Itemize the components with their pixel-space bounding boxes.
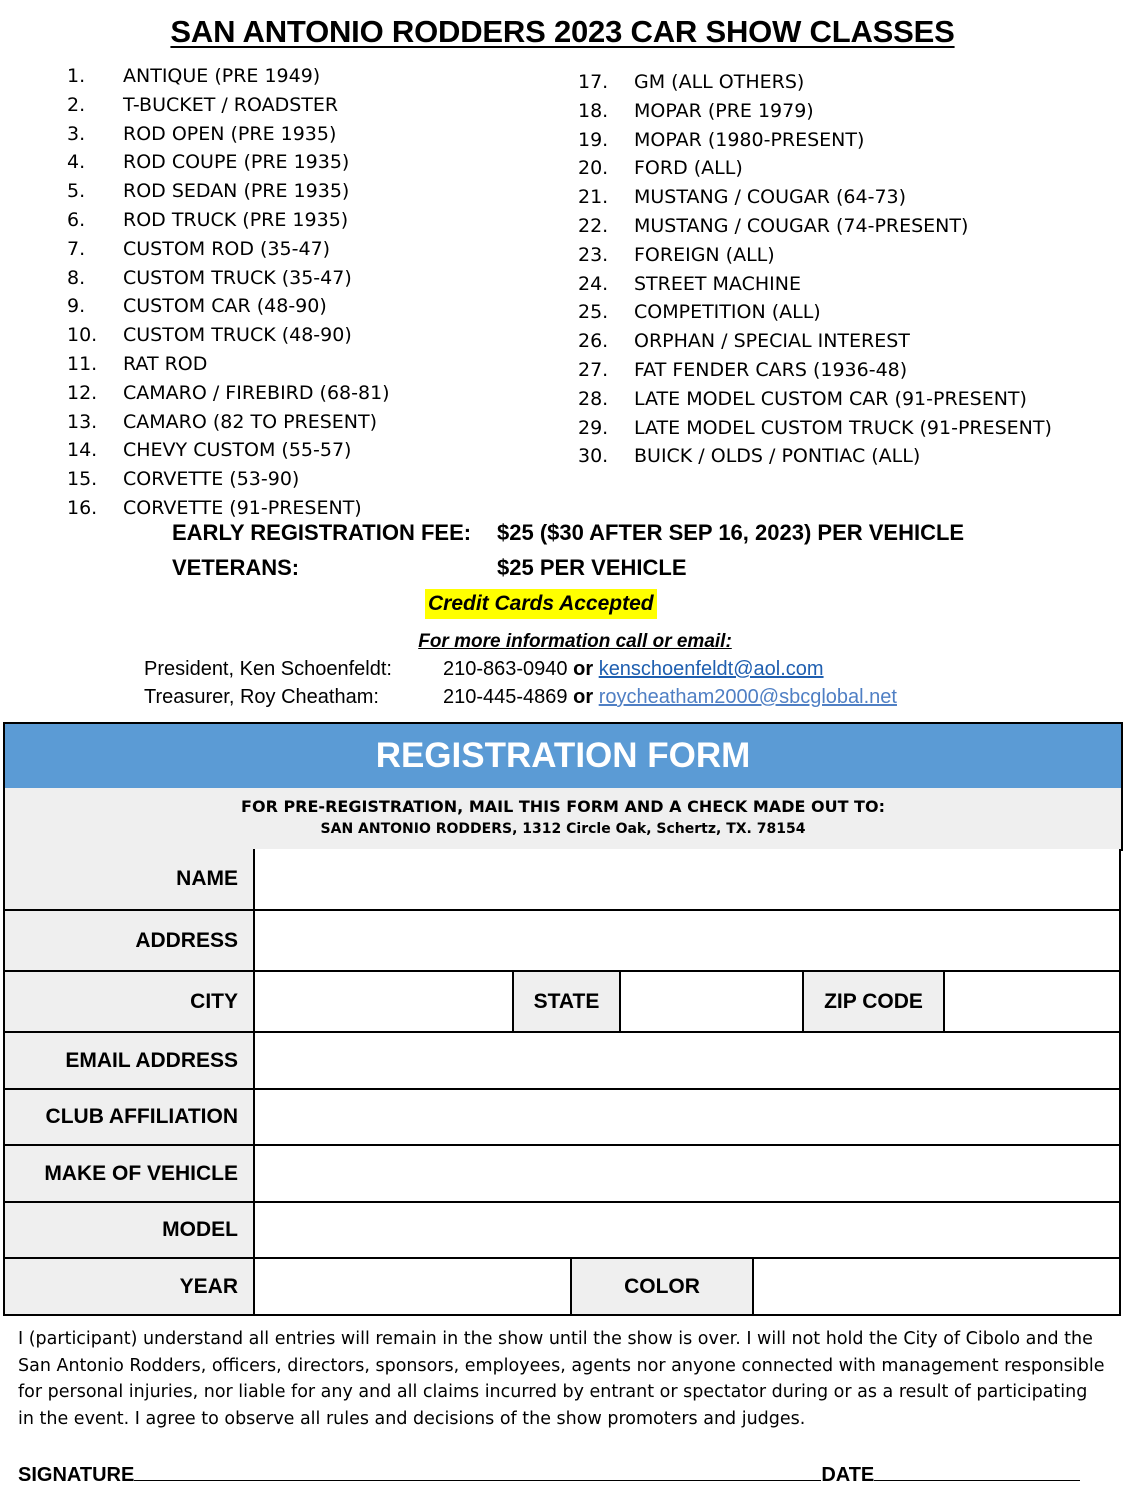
early-fee-label: EARLY REGISTRATION FEE: (172, 520, 472, 545)
class-number: 28. (578, 387, 609, 410)
class-number: 13. (67, 410, 98, 433)
class-number: 6. (67, 209, 86, 231)
class-label: MUSTANG / COUGAR (64-73) (634, 186, 907, 209)
class-item (67, 350, 587, 378)
class-label: LATE MODEL CUSTOM CAR (91-PRESENT) (634, 387, 1027, 410)
class-item (67, 465, 587, 493)
class-label: CUSTOM ROD (35-47) (123, 237, 331, 260)
signature-label: SIGNATURE (18, 1464, 135, 1486)
contact-phone: 210-445-4869 (443, 686, 568, 708)
class-number: 15. (67, 468, 98, 491)
class-item (67, 494, 587, 522)
class-label: FOREIGN (ALL) (634, 243, 775, 266)
class-item (578, 414, 1098, 442)
city-label: CITY (3, 972, 255, 1033)
row-name (3, 849, 1123, 911)
class-label: STREET MACHINE (634, 272, 801, 295)
signature-field[interactable] (134, 1462, 821, 1481)
club-label: CLUB AFFILIATION (3, 1090, 255, 1146)
class-label: MUSTANG / COUGAR (74-PRESENT) (634, 215, 969, 237)
class-label: FAT FENDER CARS (1936-48) (634, 359, 908, 381)
class-item (578, 241, 1098, 269)
class-number: 8. (67, 266, 86, 289)
class-number: 1. (67, 65, 86, 87)
class-number: 27. (578, 359, 609, 381)
row-email (3, 1033, 1123, 1090)
date-label: DATE (821, 1464, 875, 1486)
class-number: 4. (67, 151, 86, 174)
class-item (67, 148, 587, 176)
class-number: 10. (67, 324, 98, 347)
class-label: ANTIQUE (PRE 1949) (123, 65, 321, 87)
class-label: CHEVY CUSTOM (55-57) (123, 439, 352, 462)
color-field[interactable] (752, 1259, 1121, 1316)
form-header: REGISTRATION FORM (3, 722, 1123, 790)
class-item (67, 264, 587, 292)
class-item (67, 321, 587, 349)
contact-phone-line (443, 658, 824, 681)
class-number: 9. (67, 295, 86, 318)
class-item (67, 206, 587, 234)
class-label: BUICK / OLDS / PONTIAC (ALL) (634, 445, 921, 468)
row-make (3, 1146, 1123, 1203)
waiver-text: I (participant) understand all entries will remain in the show until the show is over. I will not hold the City of Cibolo and the San Antonio Rodders, officers, directors, sponsors, employees, agents nor anyone connected with management responsible for personal injuries, nor liable for any and all claims incurred by entrant or spectator during or as a result of participating in the event. I agree to observe all rules and decisions of the show promoters and judges. (18, 1329, 1105, 1429)
class-number: 19. (578, 128, 609, 151)
class-item (67, 91, 587, 119)
class-number: 20. (578, 157, 609, 180)
class-label: RAT ROD (123, 353, 208, 375)
row-year-color (3, 1259, 1123, 1316)
class-item (67, 379, 587, 407)
class-number: 22. (578, 215, 609, 237)
class-number: 29. (578, 416, 609, 439)
contact-heading: For more information call or email: (418, 631, 732, 652)
class-item (578, 270, 1098, 298)
class-number: 3. (67, 122, 86, 145)
class-item (578, 327, 1098, 355)
model-field[interactable] (253, 1203, 1121, 1259)
class-label: ROD TRUCK (PRE 1935) (123, 209, 349, 231)
class-item (578, 126, 1098, 154)
class-label: CAMARO / FIREBIRD (68-81) (123, 381, 390, 404)
class-number: 2. (67, 93, 86, 116)
year-label: YEAR (3, 1259, 255, 1316)
page-title: SAN ANTONIO RODDERS 2023 CAR SHOW CLASSES (170, 14, 955, 49)
club-field[interactable] (253, 1090, 1121, 1146)
class-number: 30. (578, 445, 609, 468)
contact-role: President, Ken Schoenfeldt: (144, 658, 392, 680)
class-item (67, 235, 587, 263)
make-field[interactable] (253, 1146, 1121, 1203)
color-label: COLOR (570, 1259, 754, 1316)
signature-line (18, 1462, 1080, 1487)
contact-role: Treasurer, Roy Cheatham: (144, 686, 379, 708)
contact-or: or (573, 686, 594, 708)
class-item (67, 408, 587, 436)
class-label: T-BUCKET / ROADSTER (123, 93, 339, 116)
class-item (578, 68, 1098, 96)
class-label: ORPHAN / SPECIAL INTEREST (634, 330, 910, 353)
date-field[interactable] (874, 1462, 1080, 1481)
row-address (3, 911, 1123, 972)
class-number: 25. (578, 301, 609, 324)
early-fee-value: $25 ($30 AFTER SEP 16, 2023) PER VEHICLE (497, 520, 965, 545)
credit-cards-badge: Credit Cards Accepted (425, 589, 657, 619)
class-item (67, 120, 587, 148)
veterans-label: VETERANS: (172, 555, 300, 580)
model-label: MODEL (3, 1203, 255, 1259)
class-label: CAMARO (82 TO PRESENT) (123, 410, 378, 433)
class-label: CORVETTE (53-90) (123, 468, 300, 491)
class-item (578, 183, 1098, 211)
class-label: FORD (ALL) (634, 157, 743, 180)
class-item (578, 212, 1098, 240)
class-label: MOPAR (PRE 1979) (634, 99, 814, 122)
class-number: 17. (578, 71, 609, 93)
class-label: ROD SEDAN (PRE 1935) (123, 180, 350, 203)
class-label: CUSTOM TRUCK (48-90) (123, 324, 352, 347)
class-item (578, 442, 1098, 470)
mail-line-2: SAN ANTONIO RODDERS, 1312 Circle Oak, Schertz, TX. 78154 (320, 821, 806, 837)
class-label: LATE MODEL CUSTOM TRUCK (91-PRESENT) (634, 416, 1052, 439)
class-label: ROD COUPE (PRE 1935) (123, 151, 350, 174)
name-label: NAME (3, 849, 255, 911)
class-label: ROD OPEN (PRE 1935) (123, 122, 337, 145)
veterans-value: $25 PER VEHICLE (497, 555, 687, 580)
state-field[interactable] (619, 972, 804, 1033)
class-number: 14. (67, 439, 98, 462)
zip-field[interactable] (943, 972, 1121, 1033)
mail-line-1: FOR PRE-REGISTRATION, MAIL THIS FORM AND A CHECK MADE OUT TO: (241, 797, 885, 816)
address-label: ADDRESS (3, 911, 255, 972)
class-item (578, 356, 1098, 384)
class-label: CORVETTE (91-PRESENT) (123, 497, 362, 519)
email-label: EMAIL ADDRESS (3, 1033, 255, 1090)
class-item (67, 292, 587, 320)
class-label: CUSTOM TRUCK (35-47) (123, 266, 352, 289)
class-number: 5. (67, 180, 86, 203)
contact-phone: 210-863-0940 (443, 658, 568, 680)
address-field[interactable] (253, 911, 1121, 972)
class-number: 24. (578, 272, 609, 295)
class-number: 12. (67, 381, 98, 404)
class-number: 11. (67, 353, 98, 375)
class-number: 16. (67, 497, 98, 519)
row-model (3, 1203, 1123, 1259)
class-item (578, 154, 1098, 182)
class-label: GM (ALL OTHERS) (634, 71, 805, 93)
row-club (3, 1090, 1123, 1146)
class-label: CUSTOM CAR (48-90) (123, 295, 327, 318)
class-item (67, 62, 587, 90)
email-field[interactable] (253, 1033, 1121, 1090)
class-item (67, 436, 587, 464)
class-number: 7. (67, 237, 86, 260)
state-label: STATE (512, 972, 621, 1033)
class-label: MOPAR (1980-PRESENT) (634, 128, 865, 151)
class-number: 23. (578, 243, 609, 266)
contact-or: or (573, 658, 594, 680)
class-item (578, 385, 1098, 413)
city-field[interactable] (253, 972, 514, 1033)
zip-label: ZIP CODE (802, 972, 945, 1033)
class-item (67, 177, 587, 205)
year-field[interactable] (253, 1259, 572, 1316)
row-city-state-zip (3, 972, 1123, 1033)
class-label: COMPETITION (ALL) (634, 301, 821, 324)
class-number: 18. (578, 99, 609, 122)
name-field[interactable] (253, 849, 1121, 911)
class-number: 21. (578, 186, 609, 209)
email-link[interactable]: roycheatham2000@sbcglobal.net (598, 686, 897, 708)
class-item (578, 298, 1098, 326)
class-item (578, 97, 1098, 125)
make-label: MAKE OF VEHICLE (3, 1146, 255, 1203)
mail-instructions (3, 788, 1123, 851)
email-link[interactable]: kenschoenfeldt@aol.com (598, 658, 824, 680)
contact-phone-line (443, 686, 897, 709)
class-number: 26. (578, 330, 609, 353)
